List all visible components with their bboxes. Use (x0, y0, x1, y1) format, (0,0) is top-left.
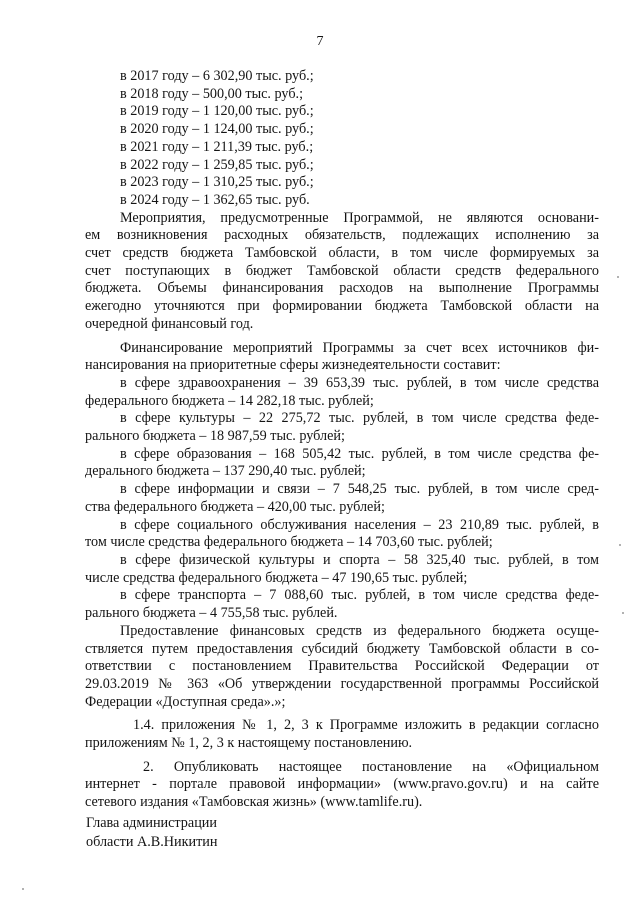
text-line: в сфере транспорта – 7 088,60 тыс. рублей, в том числе средства феде- (120, 587, 599, 604)
text-line: нансирования на приоритетные сферы жизнедеятельности составит: (85, 357, 501, 374)
text-line: в сфере социального обслуживания населения – 23 210,89 тыс. рублей, в (120, 516, 599, 533)
text-line: очередной финансовый год. (85, 315, 254, 332)
sphere-item-culture (85, 410, 599, 445)
paragraph-obligations (85, 210, 599, 334)
text-line: числе средства федерального бюджета – 47 190,65 тыс. рублей; (85, 569, 468, 586)
text-line: федерального бюджета – 14 282,18 тыс. рублей; (85, 392, 374, 409)
scan-speck (22, 888, 24, 890)
funding-by-year-list (85, 68, 599, 210)
text-line: рального бюджета – 18 987,59 тыс. рублей; (85, 428, 345, 445)
year-funding-line: в 2019 году – 1 120,00 тыс. руб.; (120, 103, 314, 120)
year-funding-line: в 2021 году – 1 211,39 тыс. руб.; (120, 138, 314, 155)
text-line: Федерации «Доступная среда».»; (85, 693, 286, 710)
sphere-item-information (85, 481, 599, 516)
text-line: 29.03.2019 № 363 «Об утверждении государственной программы Российской (85, 675, 599, 692)
sphere-item-transport (85, 587, 599, 622)
text-line: в сфере культуры – 22 275,72 тыс. рублей, в том числе средства феде- (120, 410, 599, 427)
sphere-item-sport (85, 552, 599, 587)
text-line: в сфере здравоохранения – 39 653,39 тыс. рублей, в том числе средства (120, 374, 599, 391)
signature-block (86, 814, 217, 852)
item-2 (85, 759, 599, 812)
text-line: Финансирование мероприятий Программы за счет всех источников фи- (120, 339, 599, 356)
text-line: бюджета. Объемы финансирования расходов на выполнение Программы (85, 280, 599, 297)
item-1-4 (85, 717, 599, 752)
text-line: приложениям № 1, 2, 3 к настоящему постановлению. (85, 735, 413, 752)
sphere-item-healthcare (85, 375, 599, 410)
text-line: ежегодно уточняются при формировании бюджета Тамбовской области на (85, 298, 599, 315)
text-line: в сфере физической культуры и спорта – 58 325,40 тыс. рублей, в том (120, 551, 599, 568)
year-funding-line: в 2023 году – 1 310,25 тыс. руб.; (120, 174, 314, 191)
paragraph-federal-subsidies (85, 623, 599, 712)
text-line: счет поступающих в бюджет Тамбовской области средств федерального (85, 262, 599, 279)
text-line: дерального бюджета – 137 290,40 тыс. рублей; (85, 463, 366, 480)
text-line: 2. Опубликовать настоящее постановление на «Официальном (143, 758, 599, 775)
text-line: счет средств бюджета Тамбовской области, в том числе формируемых за (85, 245, 599, 262)
text-line: рального бюджета – 4 755,58 тыс. рублей. (85, 605, 338, 622)
scan-speck (622, 612, 624, 614)
text-line: интернет - портале правовой информации» (www.pravo.gov.ru) и на сайте (85, 776, 599, 793)
scan-speck (619, 544, 621, 546)
text-line: в сфере информации и связи – 7 548,25 тыс. рублей, в том числе сред- (120, 481, 599, 498)
year-funding-line: в 2017 году – 6 302,90 тыс. руб.; (120, 68, 314, 84)
text-line: ем возникновения расходных обязательств, подлежащих исполнению за (85, 227, 599, 244)
text-line: сетевого издания «Тамбовская жизнь» (www.tamlife.ru). (85, 794, 423, 811)
year-funding-line: в 2022 году – 1 259,85 тыс. руб.; (120, 156, 314, 173)
text-line: том числе средства федерального бюджета – 14 703,60 тыс. рублей; (85, 534, 493, 551)
page-number: 7 (316, 34, 324, 49)
year-funding-line: в 2024 году – 1 362,65 тыс. руб. (120, 191, 310, 208)
text-line: Мероприятия, предусмотренные Программой, не являются основани- (120, 209, 599, 226)
paragraph-financing-intro (85, 340, 599, 375)
text-line: ства федерального бюджета – 420,00 тыс. рублей; (85, 498, 385, 515)
text-line: ответствии с постановлением Правительства Российской Федерации от (85, 658, 599, 675)
document-body (85, 68, 599, 812)
signature-name: области А.В.Никитин (86, 834, 218, 850)
year-funding-line: в 2018 году – 500,00 тыс. руб.; (120, 85, 304, 102)
text-line: ствляется путем предоставления субсидий бюджету Тамбовской области в со- (85, 640, 599, 657)
sphere-item-social-services (85, 517, 599, 552)
signature-title: Глава администрации (86, 815, 217, 831)
text-line: 1.4. приложения № 1, 2, 3 к Программе изложить в редакции согласно (133, 717, 599, 734)
sphere-list (85, 375, 599, 623)
text-line: в сфере образования – 168 505,42 тыс. рублей, в том числе средства фе- (120, 445, 599, 462)
text-line: Предоставление финансовых средств из федерального бюджета осуще- (120, 622, 599, 639)
scan-speck (617, 276, 619, 278)
sphere-item-education (85, 446, 599, 481)
year-funding-line: в 2020 году – 1 124,00 тыс. руб.; (120, 121, 314, 138)
